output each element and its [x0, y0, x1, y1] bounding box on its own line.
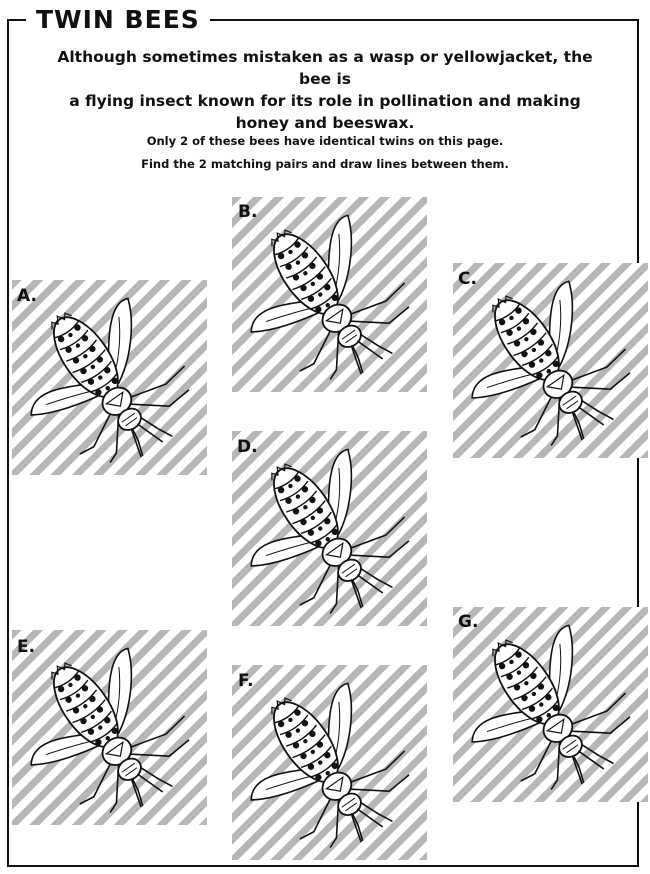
intro-line-2: a flying insect known for its role in pollination and making [69, 92, 581, 110]
page-title: TWIN BEES [26, 5, 210, 35]
bee-card-a[interactable] [12, 280, 207, 475]
instruction-line-2: Find the 2 matching pairs and draw lines between them. [141, 157, 509, 171]
bee-icon [222, 665, 422, 865]
bee-icon [2, 280, 202, 480]
bee-icon [222, 197, 422, 397]
bee-label-a: A. [17, 286, 37, 306]
bee-icon [2, 630, 202, 830]
bee-label-c: C. [458, 269, 477, 289]
instruction-line-1: Only 2 of these bees have identical twins on this page. [146, 134, 504, 148]
bee-label-d: D. [237, 437, 258, 457]
bee-card-d[interactable] [232, 431, 427, 626]
bee-label-f: F. [238, 671, 254, 691]
bee-icon [443, 263, 643, 463]
bee-card-b[interactable] [232, 197, 427, 392]
bee-icon [443, 607, 643, 807]
intro-line-3: honey and beeswax. [235, 114, 415, 132]
intro-text [40, 46, 610, 134]
bee-card-c[interactable] [453, 263, 648, 458]
bee-card-e[interactable] [12, 630, 207, 825]
bee-card-g[interactable] [453, 607, 648, 802]
bee-card-f[interactable] [232, 665, 427, 860]
intro-line-1: Although sometimes mistaken as a wasp or yellowjacket, the bee is [57, 48, 593, 88]
bee-label-g: G. [458, 612, 479, 632]
bee-icon [222, 431, 422, 631]
bee-label-e: E. [17, 637, 36, 657]
bee-label-b: B. [238, 202, 258, 222]
